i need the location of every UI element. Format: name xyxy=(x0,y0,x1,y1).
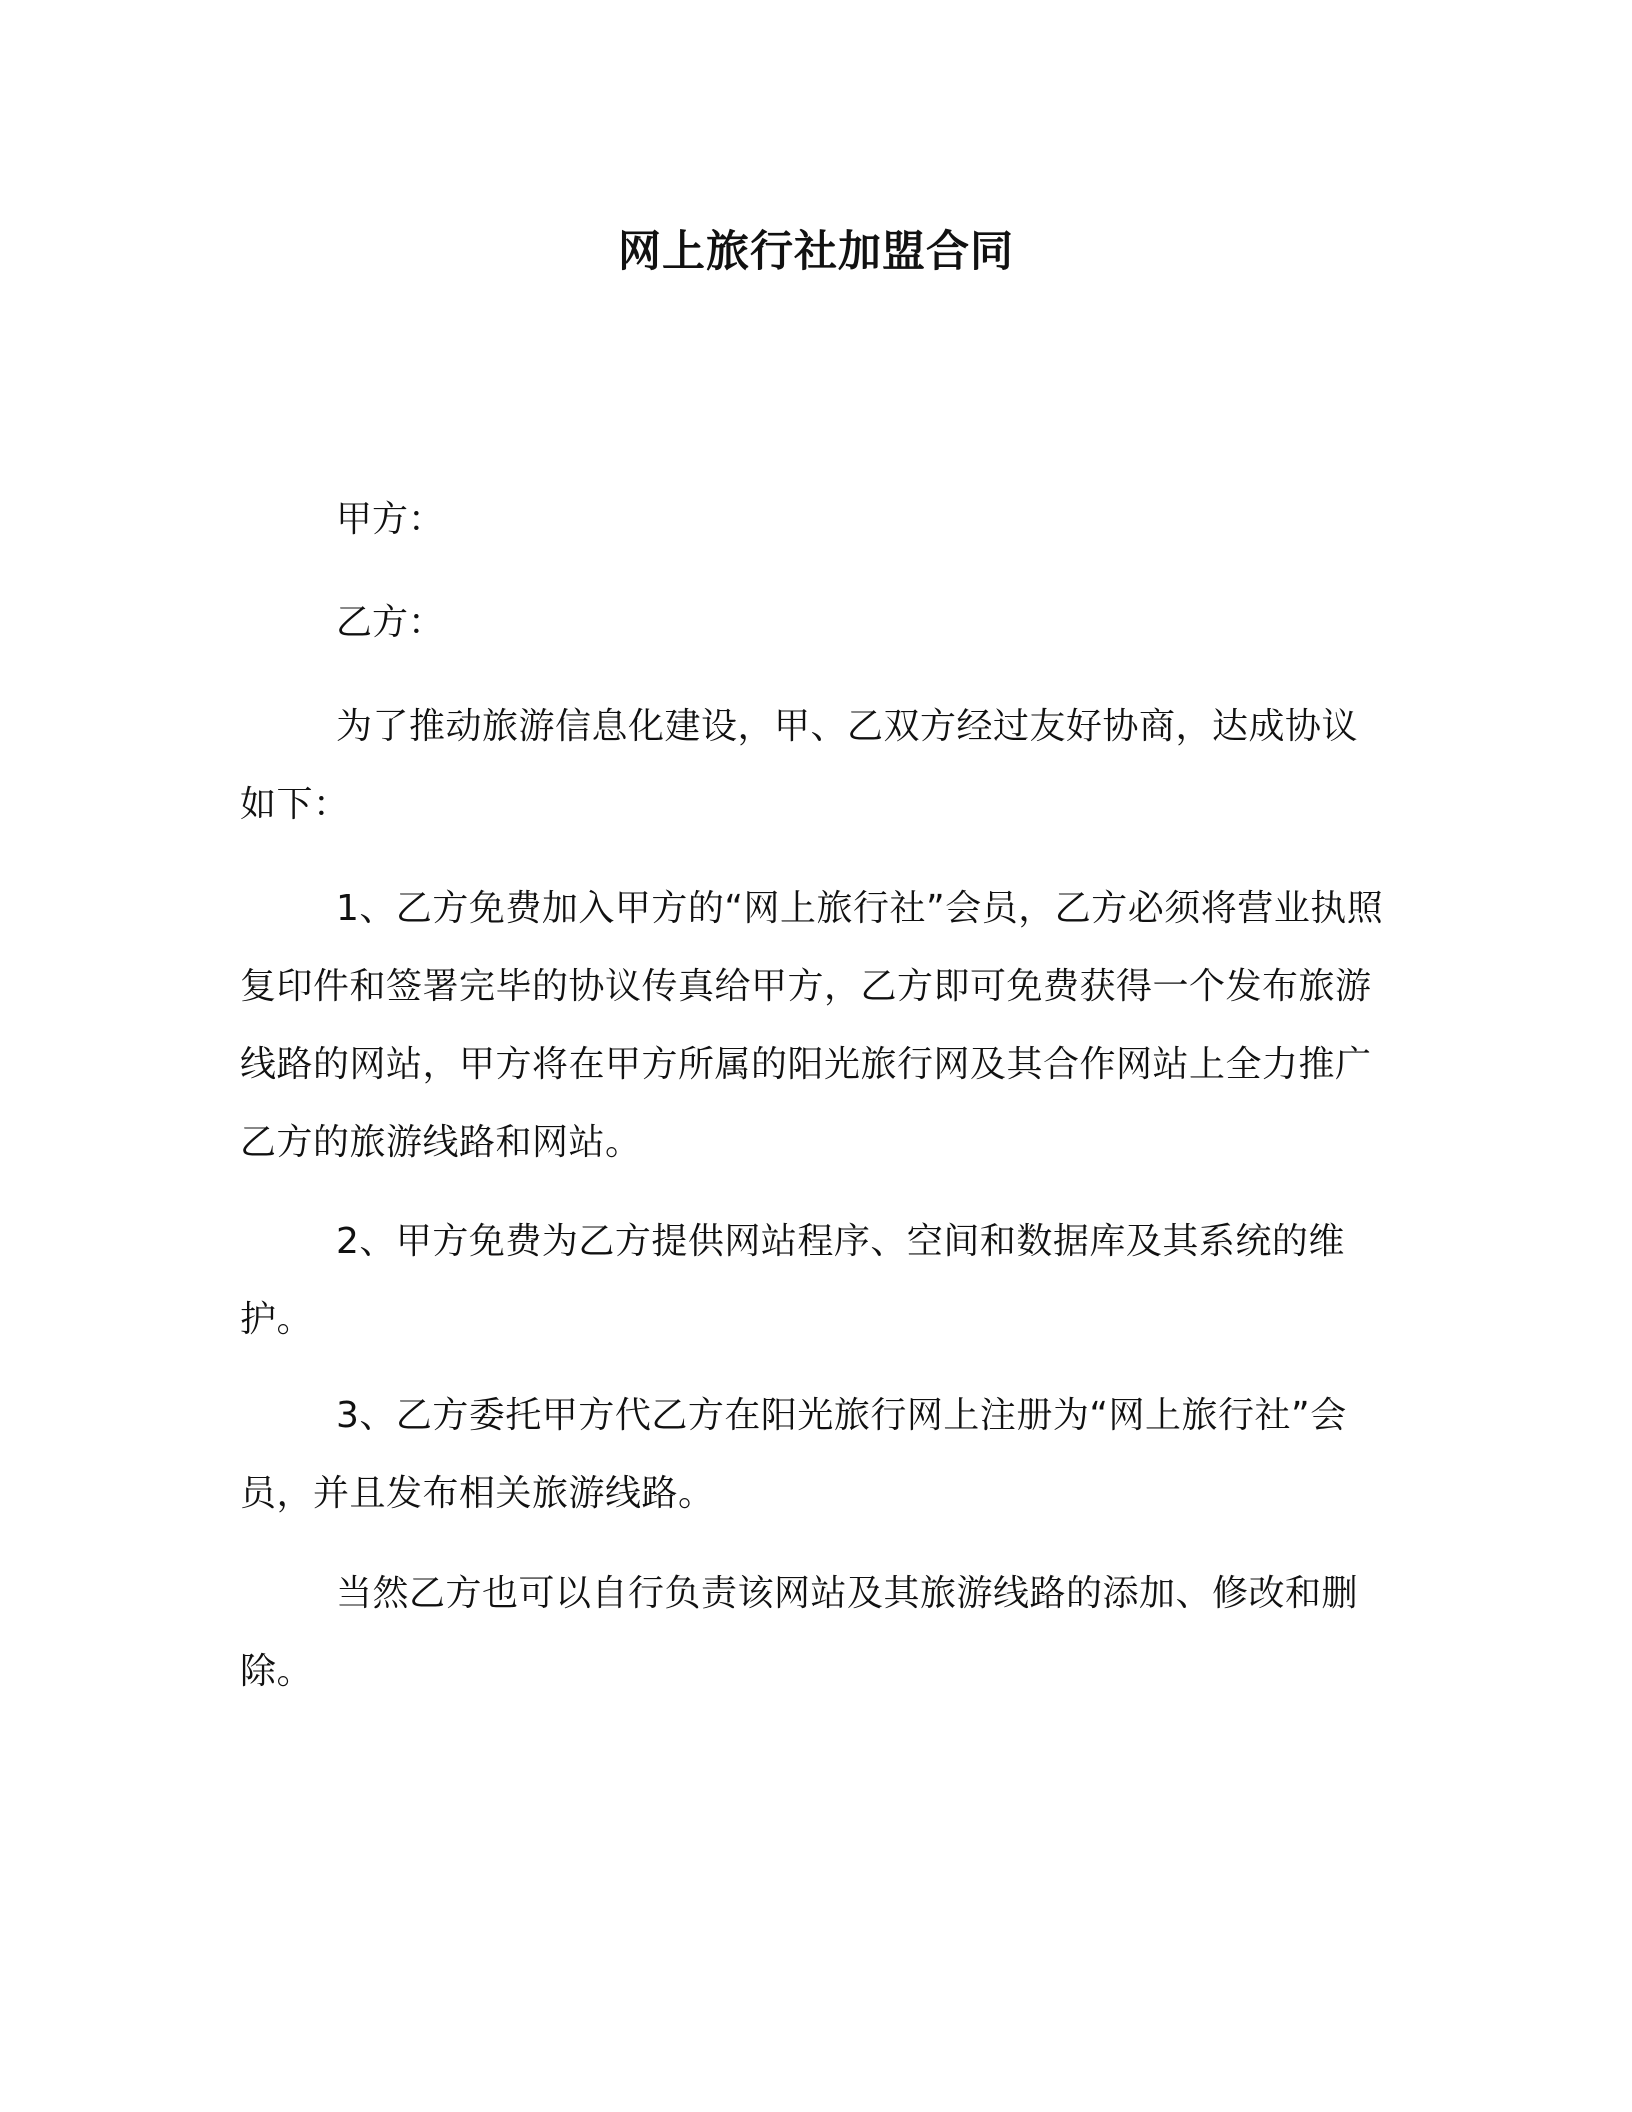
document-title: 网上旅行社加盟合同 xyxy=(618,227,1014,277)
clause-1: 1、乙方免费加入甲方的“网上旅行社”会员，乙方必须将营业执照复印件和签署完毕的协议传真给甲方，乙方即可免费获得一个发布旅游线路的网站，甲方将在甲方所属的阳光旅行网及其合作网站上全力推广乙方的旅游线路和网站。 xyxy=(240,888,1384,1163)
party-a-label: 甲方： xyxy=(336,499,445,540)
clause-3: 3、乙方委托甲方代乙方在阳光旅行网上注册为“网上旅行社”会员，并且发布相关旅游线路。 xyxy=(240,1395,1347,1514)
clause-2: 2、甲方免费为乙方提供网站程序、空间和数据库及其系统的维护。 xyxy=(240,1221,1345,1340)
closing-paragraph: 当然乙方也可以自行负责该网站及其旅游线路的添加、修改和删除。 xyxy=(240,1573,1359,1692)
intro-paragraph: 为了推动旅游信息化建设，甲、乙双方经过友好协商，达成协议如下： xyxy=(240,706,1359,825)
party-b-label: 乙方： xyxy=(336,602,445,643)
